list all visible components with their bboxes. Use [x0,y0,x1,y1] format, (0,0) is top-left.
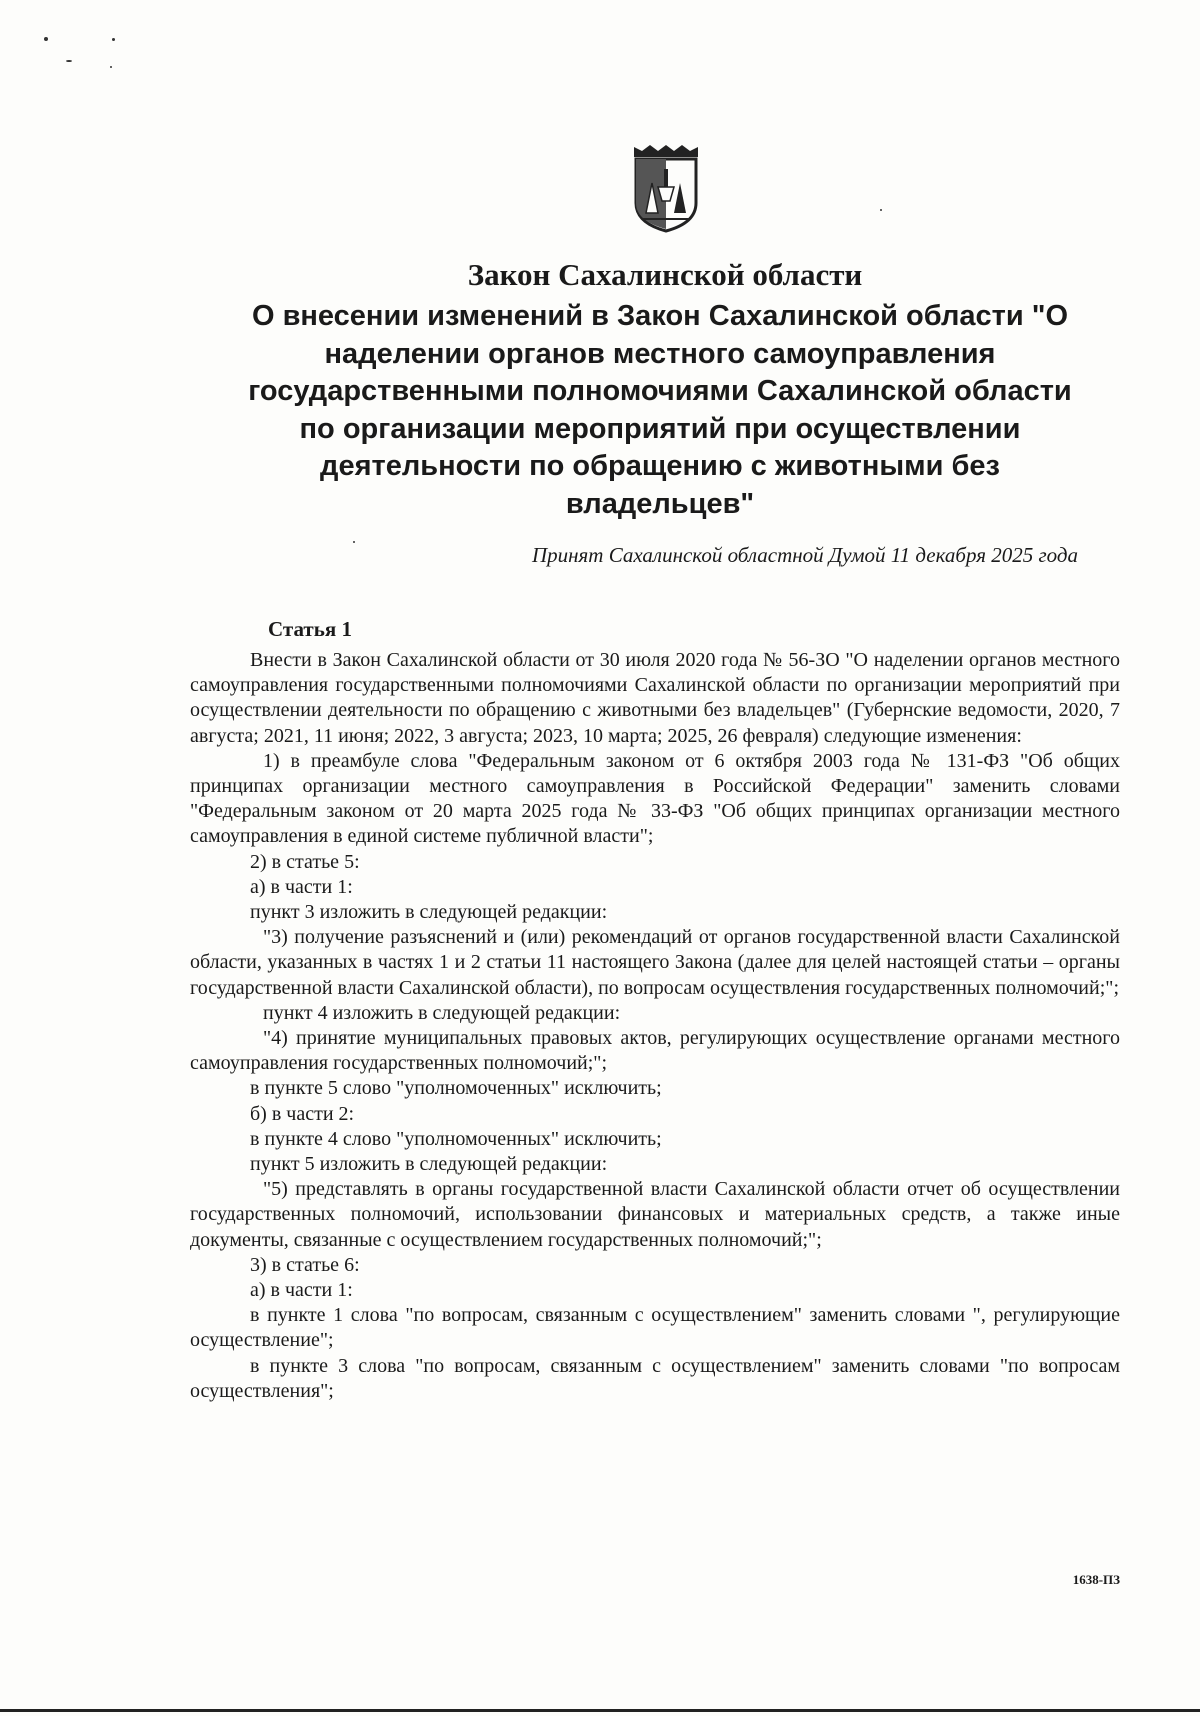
article-heading: Статья 1 [268,617,352,641]
scan-speck [112,38,115,41]
paragraph: "4) принятие муниципальных правовых актов, регулирующих осуществление органами местного самоуправления государственных полномочий;"; [190,1027,1120,1075]
scan-edge [0,1709,1200,1712]
scan-speck [353,541,355,543]
paragraph: пункт 5 изложить в следующей редакции: [250,1153,608,1176]
paragraph: в пункте 3 слова "по вопросам, связанным с осуществлением" заменить словами "по вопросам осуществления"; [190,1354,1120,1402]
paragraph: 3) в статье 6: [250,1253,360,1276]
paragraph: в пункте 1 слова "по вопросам, связанным с осуществлением" заменить словами ", регулирующие осуществление"; [190,1304,1120,1352]
adoption-note: Принят Сахалинской областной Думой 11 декабря 2025 года [531,543,1078,567]
scan-speck [44,37,48,41]
paragraph: б) в части 2: [250,1102,355,1125]
paragraph: а) в части 1: [250,875,353,898]
paragraph: пункт 3 изложить в следующей редакции: [250,901,608,924]
article-body [190,648,1120,1404]
coat-of-arms-icon [628,143,704,233]
paragraph: "5) представлять в органы государственной власти Сахалинской области отчет об осуществлении государственных полномочий, использовании финансовых и материальных средств, а также иные документы, связанные с осуществлением государственных полномочий;"; [190,1178,1120,1251]
paragraph: в пункте 4 слово "уполномоченных" исключить; [250,1127,662,1150]
paragraph: в пункте 5 слово "уполномоченных" исключить; [250,1077,662,1100]
paragraph: "3) получение разъяснений и (или) рекомендаций от органов государственной власти Сахалинской области, указанных в частях 1 и 2 статьи 11 настоящего Закона (далее для целей настоящей статьи – органы государственной власти Сахалинской области), по вопросам осуществления государственных полномочий;"; [190,926,1120,999]
scan-speck [110,66,112,68]
law-subject-title: О внесении изменений в Закон Сахалинской области "О наделении органов местного самоуправления государственными полномочиями Сахалинской области по организации мероприятий при осуществлении деятельности по обращению с животными без владельцев" [248,300,1072,520]
paragraph: 1) в преамбуле слова "Федеральным законом от 6 октября 2003 года № 131-ФЗ "Об общих принципах организации местного самоуправления в Российской Федерации" заменить словами "Федеральным законом от 20 марта 2025 года № 33-ФЗ "Об общих принципах организации местного самоуправления в единой системе публичной власти"; [190,749,1120,848]
paragraph: а) в части 1: [250,1279,353,1302]
document-code: 1638-ПЗ [1072,1572,1120,1587]
paragraph: 2) в статье 5: [250,850,360,873]
scan-speck [880,209,882,211]
paragraph: Внести в Закон Сахалинской области от 30 июля 2020 года № 56-ЗО "О наделении органов местного самоуправления государственными полномочиями Сахалинской области по организации мероприятий при осуществлении деятельности по обращению с животными без владельцев" (Губернские ведомости, 2020, 7 августа; 2021, 11 июня; 2022, 3 августа; 2023, 10 марта; 2025, 26 февраля) следующие изменения: [190,649,1120,747]
law-title: Закон Сахалинской области [467,257,863,292]
scan-speck [66,60,72,62]
paragraph: пункт 4 изложить в следующей редакции: [263,1001,621,1024]
